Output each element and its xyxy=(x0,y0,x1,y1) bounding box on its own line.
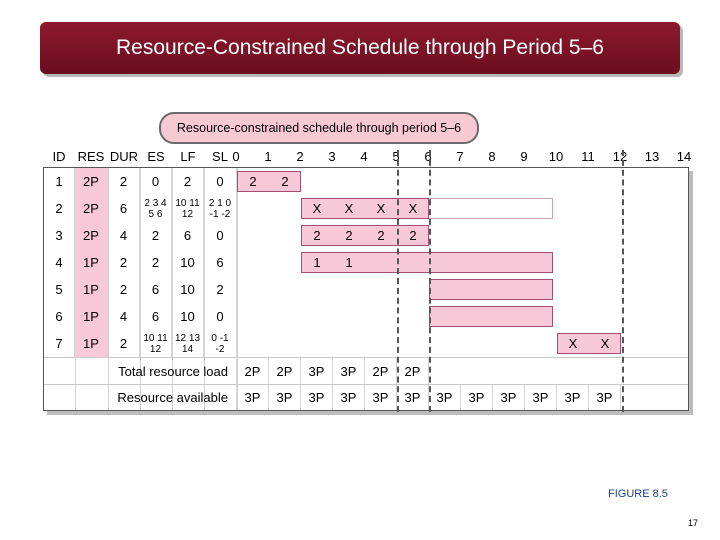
task-sl: 2 xyxy=(204,276,237,303)
task-lf: 10 xyxy=(172,249,204,276)
total-value: 2P xyxy=(237,358,269,385)
task-es: 2 xyxy=(140,222,172,249)
schedule-table xyxy=(43,167,689,411)
task-id: 7 xyxy=(44,330,75,357)
task-sl: 0 xyxy=(204,222,237,249)
available-value: 3P xyxy=(365,385,397,410)
available-value: 3P xyxy=(237,385,269,410)
task-lf: 10 11 12 xyxy=(172,195,204,222)
total-value: 2P xyxy=(397,358,429,385)
period-0: 0 xyxy=(232,149,240,164)
period-11: 11 xyxy=(581,149,595,164)
task-res: 1P xyxy=(75,303,108,330)
header-es: ES xyxy=(147,149,165,164)
task-dur: 2 xyxy=(108,249,140,276)
task-es: 6 xyxy=(140,303,172,330)
page-number: 17 xyxy=(688,518,699,528)
task-lf: 10 xyxy=(172,303,204,330)
total-label: Total resource load xyxy=(108,358,237,385)
table-row xyxy=(44,330,688,357)
available-value: 3P xyxy=(333,385,365,410)
delay-mark: X xyxy=(568,336,578,351)
period-8: 8 xyxy=(488,149,496,164)
load-mark: 2 xyxy=(249,174,257,189)
total-value: 3P xyxy=(333,358,365,385)
header-id: ID xyxy=(52,149,66,164)
task-lf: 6 xyxy=(172,222,204,249)
header-res: RES xyxy=(77,149,105,164)
load-mark: 2 xyxy=(345,228,353,243)
available-label: Resource available xyxy=(108,385,237,410)
header-sl: SL xyxy=(212,149,228,164)
figure-label: FIGURE 8.5 xyxy=(608,488,668,500)
resource-available-row xyxy=(44,384,688,410)
delay-mark: X xyxy=(600,336,610,351)
task-res: 1P xyxy=(75,276,108,303)
header-lf: LF xyxy=(180,149,196,164)
task-lf: 10 xyxy=(172,276,204,303)
task-sl: 0 xyxy=(204,168,237,195)
task-res: 1P xyxy=(75,330,108,357)
load-mark: 2 xyxy=(377,228,385,243)
load-mark: 2 xyxy=(281,174,289,189)
available-value: 3P xyxy=(269,385,301,410)
period-1: 1 xyxy=(264,149,272,164)
task-dur: 6 xyxy=(108,195,140,222)
period-13: 13 xyxy=(644,149,660,164)
task-bar xyxy=(429,306,553,327)
available-value: 3P xyxy=(301,385,333,410)
task-id: 6 xyxy=(44,303,75,330)
load-mark: 1 xyxy=(313,255,321,270)
task-dur: 2 xyxy=(108,330,140,357)
task-es: 10 11 12 xyxy=(140,330,172,357)
task-bar xyxy=(429,279,553,300)
delay-mark: X xyxy=(376,201,386,216)
period-9: 9 xyxy=(520,149,528,164)
task-es: 6 xyxy=(140,276,172,303)
period-3: 3 xyxy=(328,149,336,164)
available-value: 3P xyxy=(461,385,493,410)
load-mark: 2 xyxy=(313,228,321,243)
period-12: 12 xyxy=(612,149,628,164)
period-2: 2 xyxy=(296,149,304,164)
task-lf: 2 xyxy=(172,168,204,195)
available-value: 3P xyxy=(589,385,621,410)
task-lf: 12 13 14 xyxy=(172,330,204,357)
task-res: 2P xyxy=(75,222,108,249)
header-dur: DUR xyxy=(109,149,139,164)
total-value: 2P xyxy=(365,358,397,385)
task-es: 2 3 4 5 6 xyxy=(140,195,172,222)
period-14: 14 xyxy=(676,149,692,164)
task-id: 4 xyxy=(44,249,75,276)
available-value: 3P xyxy=(557,385,589,410)
period-7: 7 xyxy=(456,149,464,164)
period-4: 4 xyxy=(360,149,368,164)
total-value: 3P xyxy=(301,358,333,385)
task-id: 5 xyxy=(44,276,75,303)
period-marker xyxy=(397,150,399,412)
table-row xyxy=(44,276,688,303)
task-id: 2 xyxy=(44,195,75,222)
task-res: 2P xyxy=(75,195,108,222)
task-dur: 2 xyxy=(108,168,140,195)
period-marker xyxy=(429,150,431,412)
table-row xyxy=(44,195,688,222)
task-es: 2 xyxy=(140,249,172,276)
delay-mark: X xyxy=(344,201,354,216)
task-dur: 4 xyxy=(108,222,140,249)
available-value: 3P xyxy=(397,385,429,410)
task-es: 0 xyxy=(140,168,172,195)
period-6: 6 xyxy=(424,149,432,164)
load-mark: 1 xyxy=(345,255,353,270)
delay-mark: X xyxy=(312,201,322,216)
task-dur: 2 xyxy=(108,276,140,303)
task-id: 1 xyxy=(44,168,75,195)
available-value: 3P xyxy=(493,385,525,410)
period-5: 5 xyxy=(392,149,400,164)
task-sl: 2 1 0 -1 -2 xyxy=(204,195,237,222)
task-sl: 0 xyxy=(204,303,237,330)
period-10: 10 xyxy=(548,149,564,164)
table-row xyxy=(44,222,688,249)
available-value: 3P xyxy=(429,385,461,410)
table-row xyxy=(44,168,688,195)
task-sl: 6 xyxy=(204,249,237,276)
table-row xyxy=(44,249,688,276)
slide-title: Resource-Constrained Schedule through Period 5–6 xyxy=(40,22,680,74)
period-marker xyxy=(622,150,624,412)
table-row xyxy=(44,303,688,330)
task-dur: 4 xyxy=(108,303,140,330)
total-resource-row xyxy=(44,357,688,385)
delay-mark: X xyxy=(408,201,418,216)
task-res: 1P xyxy=(75,249,108,276)
total-value: 2P xyxy=(269,358,301,385)
task-res: 2P xyxy=(75,168,108,195)
task-id: 3 xyxy=(44,222,75,249)
load-mark: 2 xyxy=(409,228,417,243)
task-sl: 0 -1 -2 xyxy=(204,330,237,357)
available-value: 3P xyxy=(525,385,557,410)
schedule-caption: Resource-constrained schedule through period 5–6 xyxy=(159,112,479,144)
